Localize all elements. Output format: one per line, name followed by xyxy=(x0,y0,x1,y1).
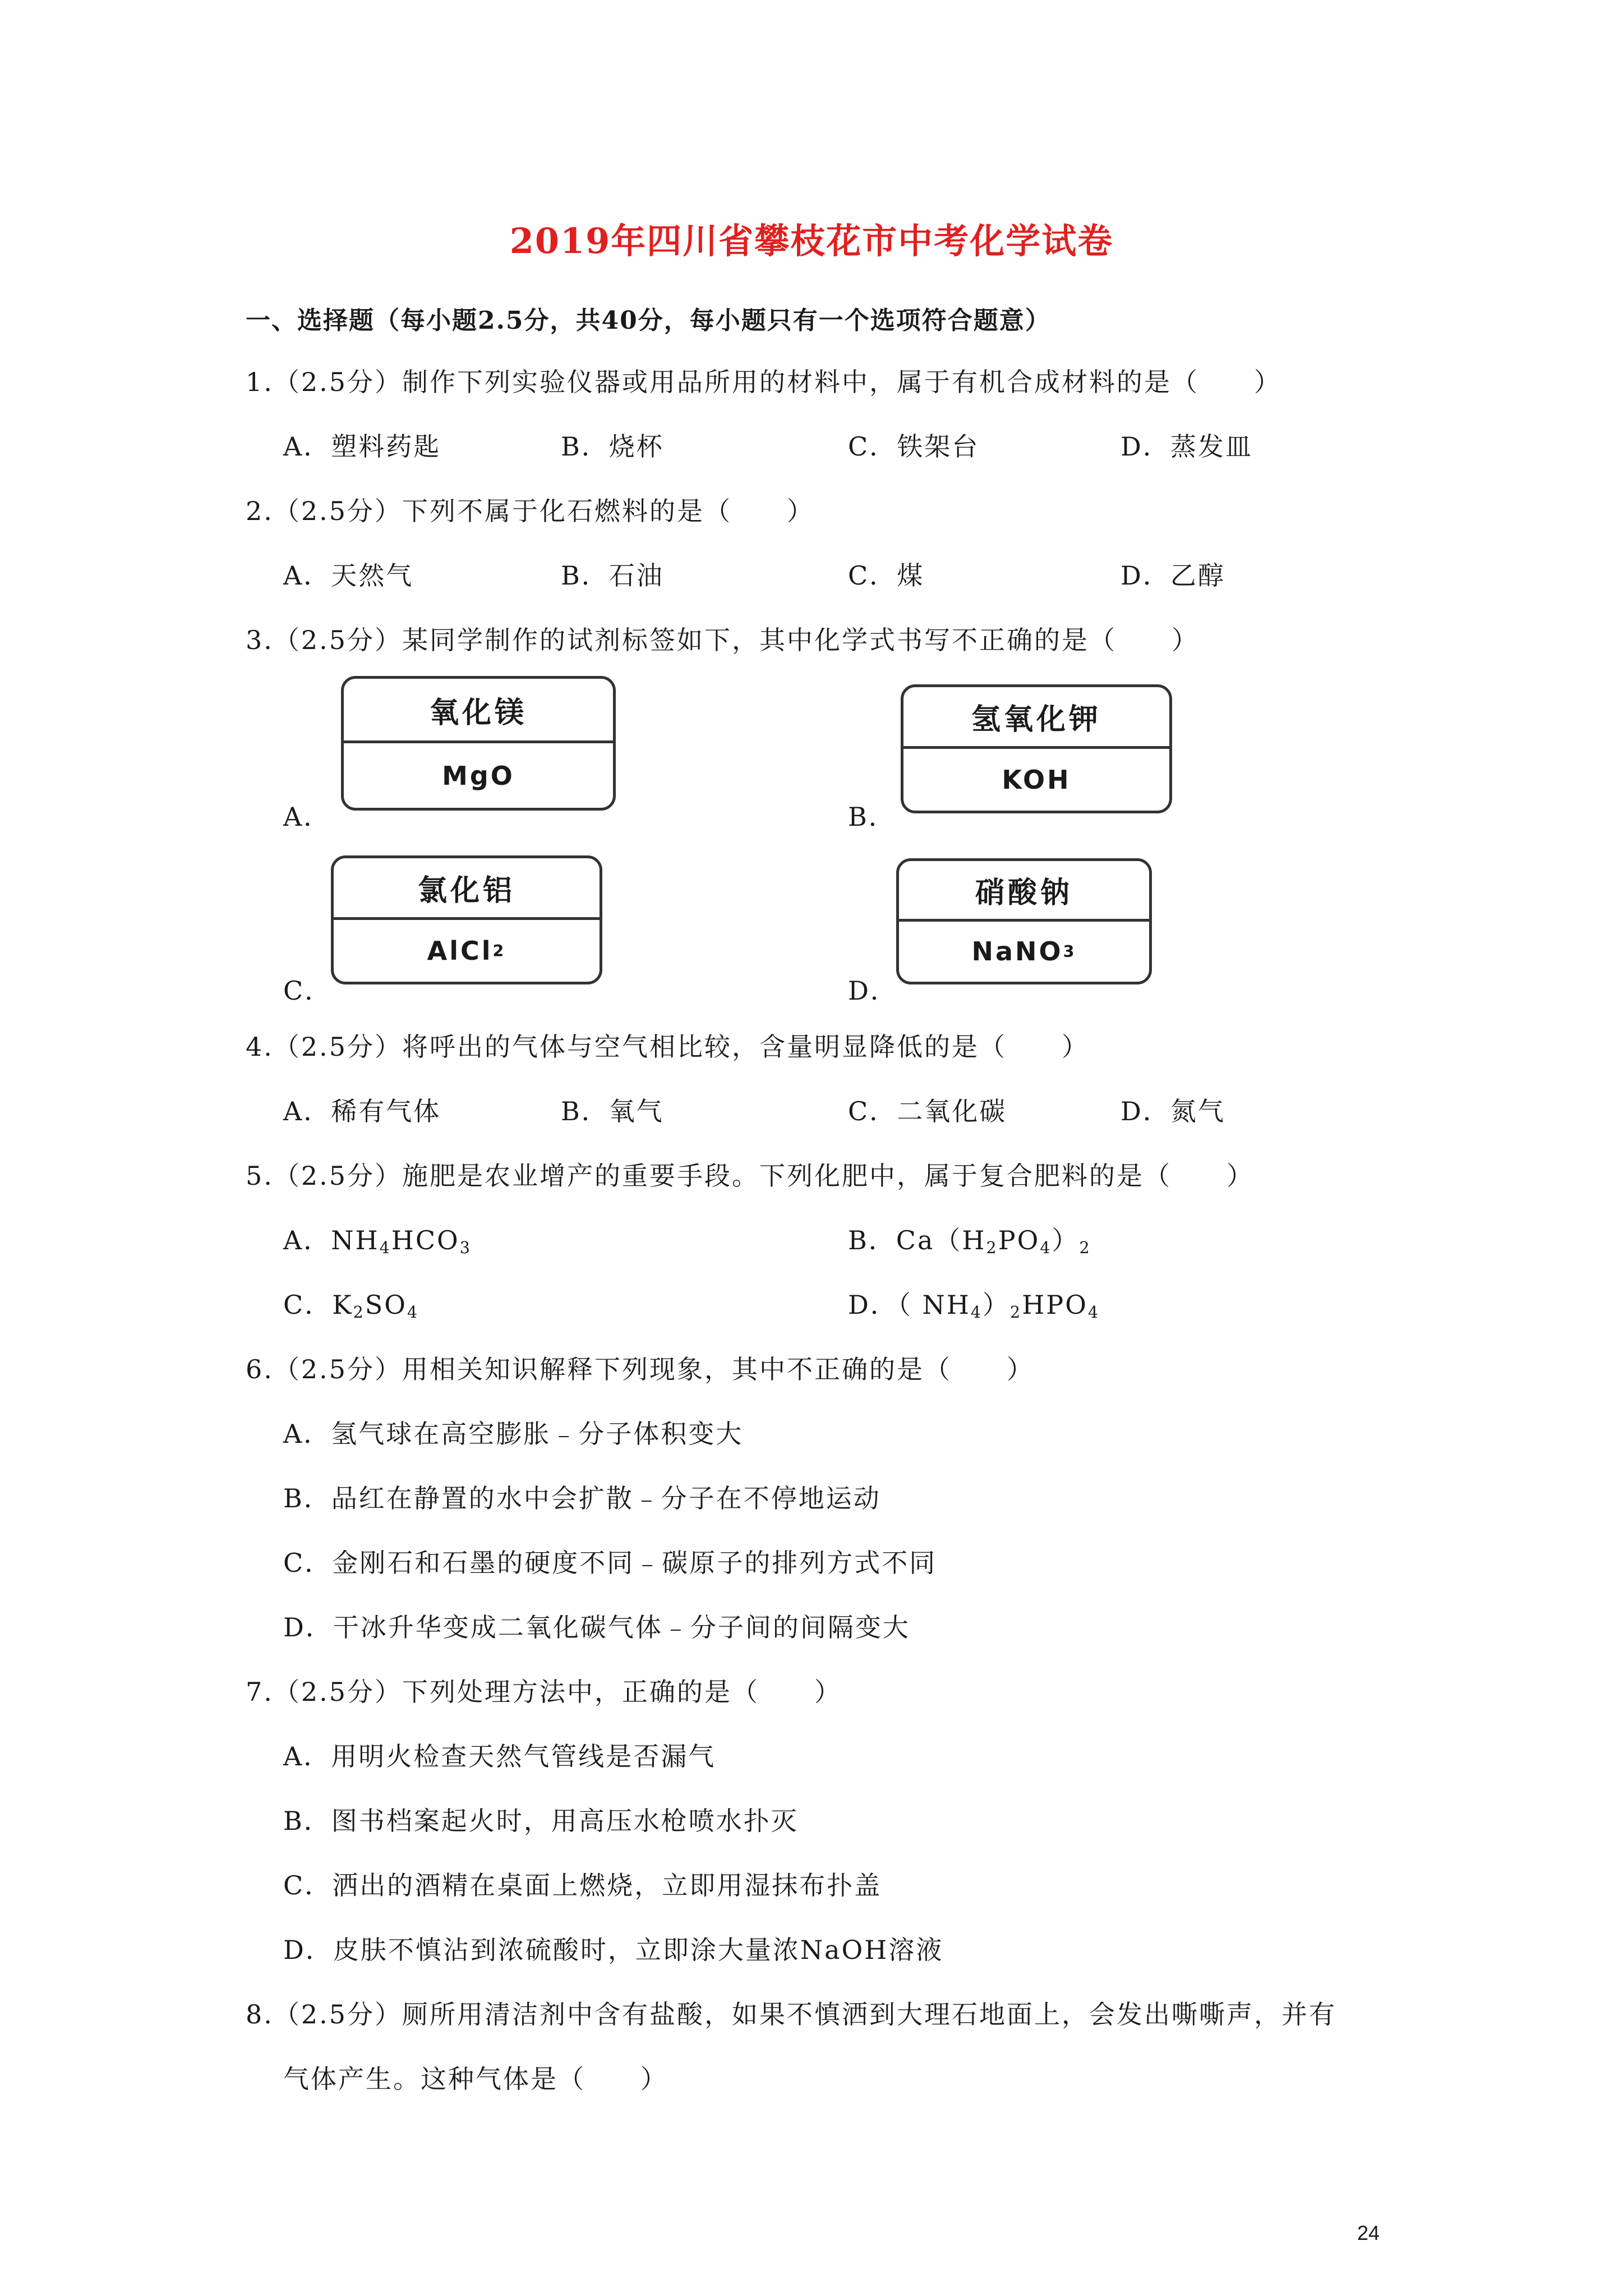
reagent-label-name: 氧化镁 xyxy=(344,679,613,743)
q6-option-c: C．金刚石和石墨的硬度不同﹣碳原子的排列方式不同 xyxy=(283,1548,937,1578)
q5-option-c: C．$K_2SO_4$ xyxy=(283,1290,419,1322)
question-4-stem: 4.（2.5分）将呼出的气体与空气相比较，含量明显降低的是（ ） xyxy=(246,1032,1090,1062)
reagent-label-b xyxy=(901,684,1172,813)
q6-option-b: B．品红在静置的水中会扩散﹣分子在不停地运动 xyxy=(283,1483,881,1513)
reagent-label-name: 氢氧化钾 xyxy=(903,687,1169,749)
question-3-stem: 3.（2.5分）某同学制作的试剂标签如下，其中化学式书写不正确的是（ ） xyxy=(246,625,1200,655)
page-number: 24 xyxy=(1357,2221,1380,2244)
q3-option-b: B． xyxy=(848,802,896,832)
question-1-stem: 1.（2.5分）制作下列实验仪器或用品所用的材料中，属于有机合成材料的是（ ） xyxy=(246,367,1282,397)
q3-option-c: C． xyxy=(283,976,333,1006)
q7-option-d: D．皮肤不慎沾到浓硫酸时，立即涂大量浓NaOH溶液 xyxy=(283,1935,944,1965)
question-5-stem: 5.（2.5分）施肥是农业增产的重要手段。下列化肥中，属于复合肥料的是（ ） xyxy=(246,1161,1255,1191)
q7-option-b: B．图书档案起火时，用高压水枪喷水扑灭 xyxy=(283,1806,799,1836)
reagent-label-formula: NaNO 3 xyxy=(971,936,1077,967)
reagent-label-formula: KOH xyxy=(1002,765,1071,795)
reagent-label-d xyxy=(896,858,1152,984)
q4-option-a: A．稀有气体 xyxy=(283,1096,441,1126)
q3-option-d: D． xyxy=(848,976,898,1006)
q1-option-b: B．烧杯 xyxy=(561,431,664,462)
q2-option-c: C．煤 xyxy=(848,560,925,591)
question-7-stem: 7.（2.5分）下列处理方法中，正确的是（ ） xyxy=(246,1677,842,1707)
question-2-stem: 2.（2.5分）下列不属于化石燃料的是（ ） xyxy=(246,496,815,526)
reagent-label-a xyxy=(341,676,616,811)
q6-option-d: D．干冰升华变成二氧化碳气体﹣分子间的间隔变大 xyxy=(283,1612,910,1642)
reagent-label-formula: MgO xyxy=(442,760,515,791)
q5-option-d: D．（ $NH_4)_2HPO_4$ xyxy=(848,1290,1100,1322)
q3-option-a: A． xyxy=(283,802,331,832)
q1-option-a: A．塑料药匙 xyxy=(283,431,441,462)
reagent-label-name: 硝酸钠 xyxy=(899,861,1149,922)
q4-option-d: D．氮气 xyxy=(1121,1096,1225,1126)
q5-option-a: A．$NH_4HCO_3$ xyxy=(283,1225,472,1258)
q4-option-c: C．二氧化碳 xyxy=(848,1096,1007,1126)
q4-option-b: B．氧气 xyxy=(561,1096,664,1126)
q2-option-d: D．乙醇 xyxy=(1121,560,1225,591)
reagent-label-name: 氯化铝 xyxy=(334,858,600,920)
question-6-stem: 6.（2.5分）用相关知识解释下列现象，其中不正确的是（ ） xyxy=(246,1354,1035,1384)
q1-option-d: D．蒸发皿 xyxy=(1121,431,1253,462)
q1-option-c: C．铁架台 xyxy=(848,431,980,462)
question-8-stem-line2: 气体产生。这种气体是（ ） xyxy=(283,2064,668,2094)
page-title: 2019年四川省攀枝花市中考化学试卷 xyxy=(509,220,1114,261)
question-8-stem-line1: 8.（2.5分）厕所用清洁剂中含有盐酸，如果不慎洒到大理石地面上，会发出嘶嘶声，并有 xyxy=(246,1999,1337,2030)
q6-option-a: A．氢气球在高空膨胀﹣分子体积变大 xyxy=(283,1419,744,1449)
section-heading: 一、选择题（每小题2.5分，共40分，每小题只有一个选项符合题意） xyxy=(246,306,1051,335)
q7-option-a: A．用明火检查天然气管线是否漏气 xyxy=(283,1741,716,1772)
q7-option-c: C．洒出的酒精在桌面上燃烧，立即用湿抹布扑盖 xyxy=(283,1870,882,1901)
q2-option-a: A．天然气 xyxy=(283,560,414,591)
reagent-label-formula: AlCl 2 xyxy=(427,936,506,966)
q2-option-b: B．石油 xyxy=(561,560,664,591)
q5-option-b: B．$Ca(H_2PO_4)_2$ xyxy=(848,1225,1091,1258)
reagent-label-c xyxy=(331,855,602,984)
